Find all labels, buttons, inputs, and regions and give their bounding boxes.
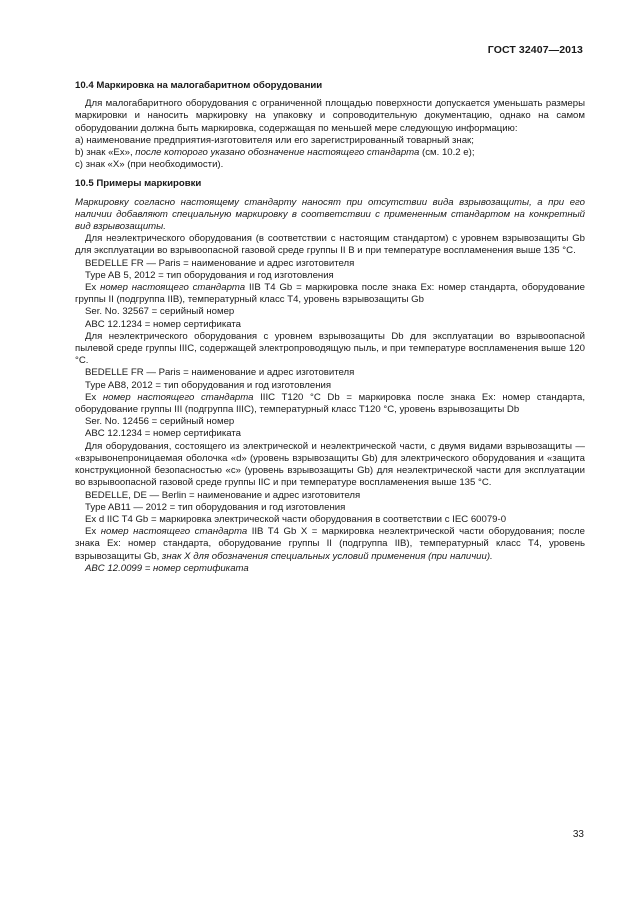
example-1-line-5: ABC 12.1234 = номер сертификата [85, 318, 241, 330]
example-2-line-3-text: IIIC T120 °C Db = маркировка после знака Ex: номер стандарта, оборудование группы III (подгруппа IIIC), температурный класс T120 °C, уровень взрывозащиты Db [75, 391, 585, 416]
example-1-description: Для неэлектрического оборудования (в соответствии с настоящим стандартом) с уровнем взрывозащиты Gb для эксплуатации во взрывоопасной газовой среде группы II B и при температуре воспламенения выше 135 °C. [75, 233, 585, 257]
example-3-line-4-italic: номер настоящего стандарта [100, 526, 248, 538]
example-1-line-4: Ser. No. 32567 = серийный номер [85, 306, 235, 318]
example-2-line-3-italic: номер настоящего стандарта [102, 391, 254, 403]
example-3-line-4-prefix: Ex [85, 526, 101, 538]
example-3-line-4-italic-note: знак X для обозначения специальных условий применения (при наличии). [161, 550, 493, 562]
example-2-line-1: BEDELLE FR — Paris = наименование и адрес изготовителя [85, 367, 355, 379]
example-1-line-3-italic: номер настоящего стандарта [100, 282, 246, 294]
example-2-line-5: ABC 12.1234 = номер сертификата [85, 428, 241, 440]
example-3-description: Для оборудования, состоящего из электрической и неэлектрической части, с двумя видами взрывозащиты — «взрывонепроницаемая оболочка «d» (уровень взрывозащиты Gb) для электрического оборудования и «защита конструкционной безопасностью «c» (уровень взрывозащиты Gb) для неэлектрической части для эксплуатации во взрывоопасной газовой среде группы IIC и при температуре воспламенения выше 135 °C. [75, 440, 585, 489]
example-3-line-4 [75, 526, 585, 563]
example-3-line-1: BEDELLE, DE — Berlin = наименование и адрес изготовителя [85, 489, 361, 501]
example-1-line-2: Type AB 5, 2012 = тип оборудования и год изготовления [85, 269, 334, 281]
section-10-4-title: 10.4 Маркировка на малогабаритном оборудовании [75, 80, 323, 91]
example-1-line-3-prefix: Ex [85, 282, 101, 294]
s104-item-b-italic: после которого указано обозначение настоящего стандарта [135, 147, 420, 159]
example-3-line-4-text: IIB T4 Gb X = маркировка неэлектрической части оборудования; после знака Ex: номер стандарта, оборудование группы II (подгруппа IIB), температурный класс T4, уровень взрывозащиты Gb, [75, 526, 585, 562]
example-3-line-5-text: ABC 12.0099 = номер сертификата [85, 562, 249, 574]
example-3-line-2: Type AB11 — 2012 = тип оборудования и год изготовления [85, 501, 346, 513]
example-3-line-5 [75, 563, 585, 575]
example-3-line-3: Ex d IIC T4 Gb = маркировка электрической части оборудования в соответствии с IEC 60079-0 [85, 513, 507, 525]
page-number: 33 [572, 829, 584, 840]
s104-item-a: а) наименование предприятия-изготовителя или его зарегистрированный товарный знак; [75, 134, 474, 146]
example-2-description: Для неэлектрического оборудования с уровнем взрывозащиты Db для эксплуатации во взрывоопасной пылевой среде группы IIIC, содержащей электропроводящую пыль, и при температуре воспламенения выше 120 °C. [75, 330, 585, 367]
example-1-line-3-text: IIB T4 Gb = маркировка после знака Ex: номер стандарта, оборудование группы II (подгруппа IIB), температурный класс T4, уровень взрывозащиты Gb [75, 282, 585, 306]
s104-item-b-suffix: (см. 10.2 е); [419, 147, 475, 159]
standard-header: ГОСТ 32407—2013 [487, 44, 583, 56]
s105-intro-text: Маркировку согласно настоящему стандарту наносят при отсутствии вида взрывозащиты, а при его наличии добавляют специальную маркировку в соответствии с примененным стандартом на конкретный вид взрывозащиты. [75, 196, 585, 233]
s105-intro [75, 197, 585, 234]
s104-paragraph: Для малогабаритного оборудования с ограниченной площадью поверхности допускается уменьшать размеры маркировки и наносить маркировку на упаковку и сопроводительную документацию, однако на самом оборудовании должна быть маркировка, содержащая по меньшей мере следующую информацию: [75, 98, 585, 134]
example-1-line-1: BEDELLE FR — Paris = наименование и адрес изготовителя [85, 257, 355, 269]
example-2-line-3 [75, 392, 585, 416]
document-body [75, 80, 585, 575]
s104-item-b-prefix: b) знак «Ex», [75, 147, 136, 159]
example-2-line-4: Ser. No. 12456 = серийный номер [85, 416, 235, 428]
section-10-5-title: 10.5 Примеры маркировки [75, 178, 202, 190]
example-1-line-3 [75, 282, 585, 306]
example-2-line-3-prefix: Ex [85, 391, 103, 403]
s104-item-c: c) знак «X» (при необходимости). [75, 159, 224, 171]
example-2-line-2: Type AB8, 2012 = тип оборудования и год изготовления [85, 379, 332, 391]
s104-item-b [75, 147, 585, 159]
